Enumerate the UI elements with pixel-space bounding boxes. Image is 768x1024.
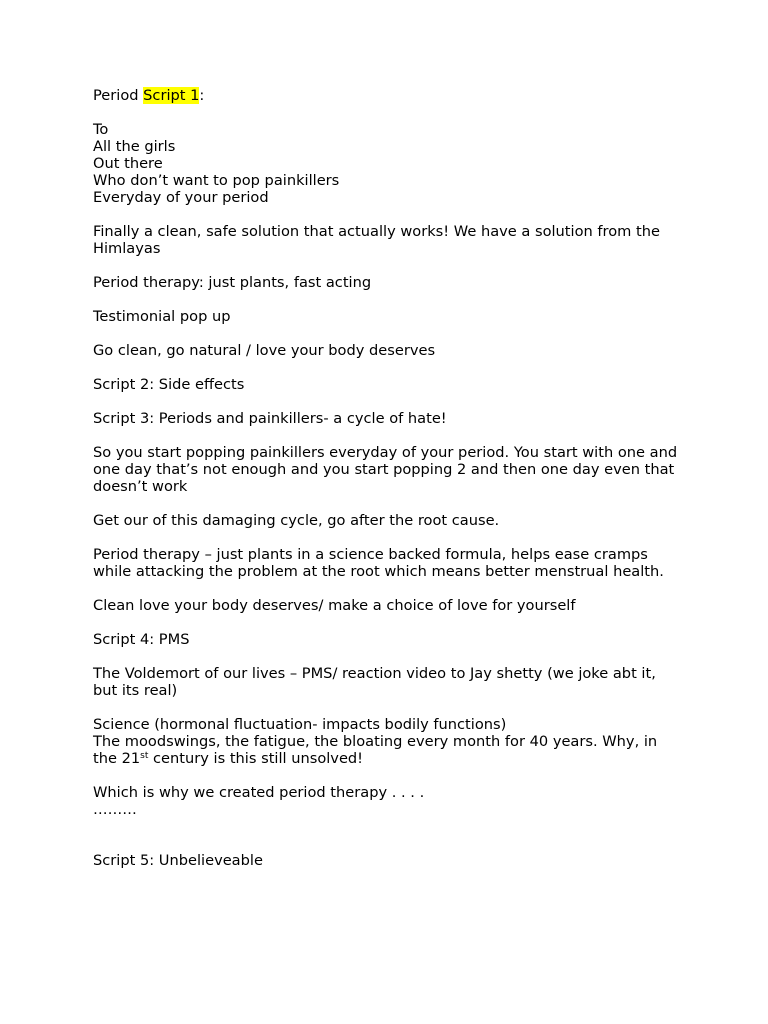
science-line: Science (hormonal fluctuation- impacts bodily functions) [93,716,507,733]
script-5-heading: Script 5: Unbelieveable [93,852,263,869]
testimonial-paragraph: Testimonial pop up [93,308,231,325]
intro-line: Everyday of your period [93,189,269,206]
ordinal-superscript: st [140,751,149,761]
script-2-heading: Script 2: Side effects [93,376,245,393]
intro-line: All the girls [93,138,176,155]
go-clean-paragraph: Go clean, go natural / love your body deserves [93,342,436,359]
intro-lines [93,121,683,206]
popping-paragraph: So you start popping painkillers everyday of your period. You start with one and one day that’s not enough and you start popping 2 and then one day even that doesn’t work [93,444,682,495]
script-3-heading: Script 3: Periods and painkillers- a cycle of hate! [93,410,447,427]
voldemort-paragraph: The Voldemort of our lives – PMS/ reaction video to Jay shetty (we joke abt it, but its real) [93,665,661,699]
intro-line: Out there [93,155,163,172]
cycle-paragraph: Get our of this damaging cycle, go after the root cause. [93,512,500,529]
blank-spacer [93,818,683,852]
highlighted-script-label: Script 1 [143,87,200,104]
moodswings-line [93,733,683,767]
document-page [93,87,683,869]
clean-love-paragraph: Clean love your body deserves/ make a choice of love for yourself [93,597,576,614]
moodswings-text-start: The moodswings, the fatigue, the bloating every month for 40 years. Why, in the 21 [93,733,662,767]
which-line: Which is why we created period therapy . . . . [93,784,425,801]
heading-suffix: : [199,87,205,104]
which-block [93,784,683,818]
science-block [93,716,683,767]
heading-prefix: Period [93,87,144,104]
script-4-heading: Script 4: PMS [93,631,190,648]
solution-paragraph: Finally a clean, safe solution that actually works! We have a solution from the Himlayas [93,223,665,257]
formula-paragraph: Period therapy – just plants in a science backed formula, helps ease cramps while attacking the problem at the root which means better menstrual health. [93,546,664,580]
moodswings-text-end: century is this still unsolved! [148,750,364,767]
intro-line: Who don’t want to pop painkillers [93,172,340,189]
intro-line: To [93,121,109,138]
script-1-heading [93,87,683,104]
therapy-paragraph: Period therapy: just plants, fast acting [93,274,372,291]
ellipsis-line: ……… [93,801,137,818]
